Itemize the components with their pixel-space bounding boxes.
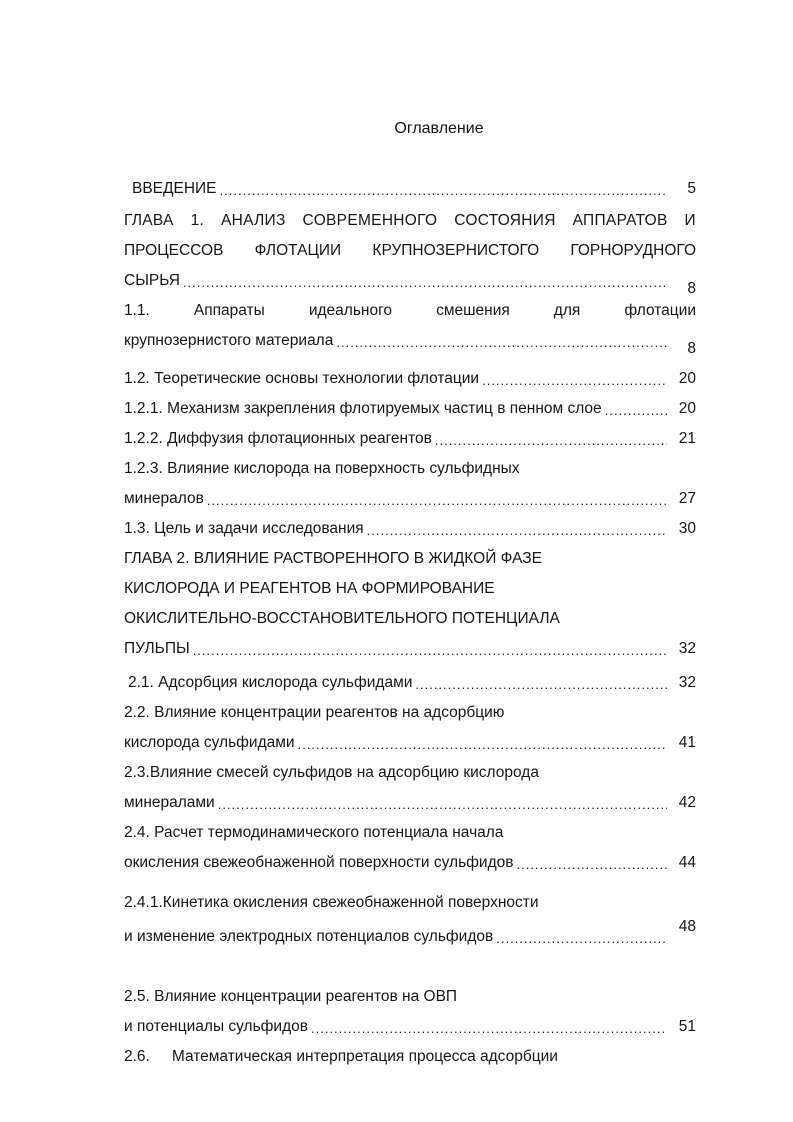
toc-page-number: 32 <box>678 640 696 657</box>
toc-entry-2-3[interactable] <box>124 762 696 814</box>
toc-entry-2-4-1[interactable] <box>124 892 696 948</box>
toc-leader-dots <box>220 182 667 200</box>
toc-entry-2-1[interactable] <box>128 672 696 694</box>
toc-entry-text: 2.1. Адсорбция кислорода сульфидами <box>128 674 413 691</box>
toc-leader-dots <box>415 676 667 694</box>
toc-entry-text: 1.2.1. Механизм закрепления флотируемых частиц в пенном слое <box>124 400 602 417</box>
toc-entry-intro[interactable] <box>132 178 696 200</box>
toc-entry-text: кислорода сульфидами <box>124 734 295 751</box>
toc-entry-line: 2.3.Влияние смесей сульфидов на адсорбцию кислорода <box>124 764 539 781</box>
toc-leader-dots <box>336 334 667 352</box>
toc-entry-line: ГЛАВА 1. АНАЛИЗ СОВРЕМЕННОГО СОСТОЯНИЯ АППАРАТОВ И <box>124 212 696 229</box>
toc-heading: Оглавление <box>394 120 484 137</box>
toc-entry-line: 2.4. Расчет термодинамического потенциала начала <box>124 824 504 841</box>
toc-entry-line: 2.5. Влияние концентрации реагентов на ОВП <box>124 988 458 1005</box>
toc-entry-2-5[interactable] <box>124 986 696 1038</box>
toc-entry-line: ГЛАВА 2. ВЛИЯНИЕ РАСТВОРЕННОГО В ЖИДКОЙ ФАЗЕ <box>124 550 542 567</box>
toc-entry-text: минералами <box>124 794 215 811</box>
toc-leader-dots <box>516 856 667 874</box>
toc-leader-dots <box>496 930 667 948</box>
toc-entry-line: 2.2. Влияние концентрации реагентов на адсорбцию <box>124 704 505 721</box>
toc-entry-1-1[interactable] <box>124 300 696 357</box>
toc-page-number: 51 <box>678 1018 696 1035</box>
toc-page-number: 41 <box>678 734 696 751</box>
toc-leader-dots <box>367 522 667 540</box>
toc-entry-1-2-3[interactable] <box>124 458 696 510</box>
toc-entry-text: и потенциалы сульфидов <box>124 1018 308 1035</box>
toc-leader-dots <box>605 402 667 420</box>
toc-entry-text: крупнозернистого материала <box>124 332 334 349</box>
toc-page-number: 30 <box>678 520 696 537</box>
toc-entry-1-3[interactable] <box>124 518 696 540</box>
toc-entry-2-2[interactable] <box>124 702 696 754</box>
toc-entry-number: 2.6. <box>124 1048 150 1065</box>
toc-leader-dots <box>435 432 667 450</box>
toc-leader-dots <box>482 372 667 390</box>
toc-entry-text: Математическая интерпретация процесса адсорбции <box>171 1048 558 1065</box>
toc-page-number: 8 <box>687 280 696 297</box>
toc-page-number: 48 <box>678 918 696 935</box>
toc-entry-2-4[interactable] <box>124 822 696 874</box>
toc-page-number: 8 <box>687 340 696 357</box>
toc-leader-dots <box>218 796 667 814</box>
toc-entry-text: СЫРЬЯ <box>124 272 180 289</box>
toc-entry-line: ОКИСЛИТЕЛЬНО-ВОССТАНОВИТЕЛЬНОГО ПОТЕНЦИАЛА <box>124 610 560 627</box>
toc-entry-line: 1.1. Аппараты идеального смешения для флотации <box>124 302 696 319</box>
toc-entry-text: ПУЛЬПЫ <box>124 640 190 657</box>
toc-entry-chapter-1[interactable] <box>124 210 696 297</box>
toc-entry-line: 2.4.1.Кинетика окисления свежеобнаженной поверхности <box>124 894 539 911</box>
toc-page-number: 20 <box>678 370 696 387</box>
toc-entry-line: ПРОЦЕССОВ ФЛОТАЦИИ КРУПНОЗЕРНИСТОГО ГОРНОРУДНОГО <box>124 242 696 259</box>
toc-leader-dots <box>193 642 667 660</box>
toc-page-number: 32 <box>678 674 696 691</box>
toc-entry-1-2-2[interactable] <box>124 428 696 450</box>
toc-page-number: 5 <box>687 180 696 197</box>
toc-entry-text: минералов <box>124 490 204 507</box>
toc-entry-1-2[interactable] <box>124 368 696 390</box>
toc-entry-line: 1.2.3. Влияние кислорода на поверхность сульфидных <box>124 460 520 477</box>
toc-page-number: 20 <box>678 400 696 417</box>
toc-entry-text: 1.2.2. Диффузия флотационных реагентов <box>124 430 432 447</box>
toc-leader-dots <box>183 274 667 292</box>
toc-leader-dots <box>207 492 667 510</box>
toc-entry-2-6[interactable] <box>124 1046 696 1068</box>
toc-entry-text: 1.2. Теоретические основы технологии флотации <box>124 370 480 387</box>
toc-entry-chapter-2[interactable] <box>124 548 696 660</box>
toc-page-number: 42 <box>678 794 696 811</box>
toc-leader-dots <box>311 1020 667 1038</box>
toc-page-number: 21 <box>678 430 696 447</box>
toc-entry-text: ВВЕДЕНИЕ <box>132 180 217 197</box>
toc-entry-text: окисления свежеобнаженной поверхности сульфидов <box>124 854 514 871</box>
toc-entry-1-2-1[interactable] <box>124 398 696 420</box>
toc-page-number: 27 <box>678 490 696 507</box>
toc-entry-line: КИСЛОРОДА И РЕАГЕНТОВ НА ФОРМИРОВАНИЕ <box>124 580 495 597</box>
toc-page-number: 44 <box>678 854 696 871</box>
toc-entry-text: и изменение электродных потенциалов сульфидов <box>124 928 494 945</box>
toc-leader-dots <box>298 736 667 754</box>
toc-entry-text: 1.3. Цель и задачи исследования <box>124 520 364 537</box>
